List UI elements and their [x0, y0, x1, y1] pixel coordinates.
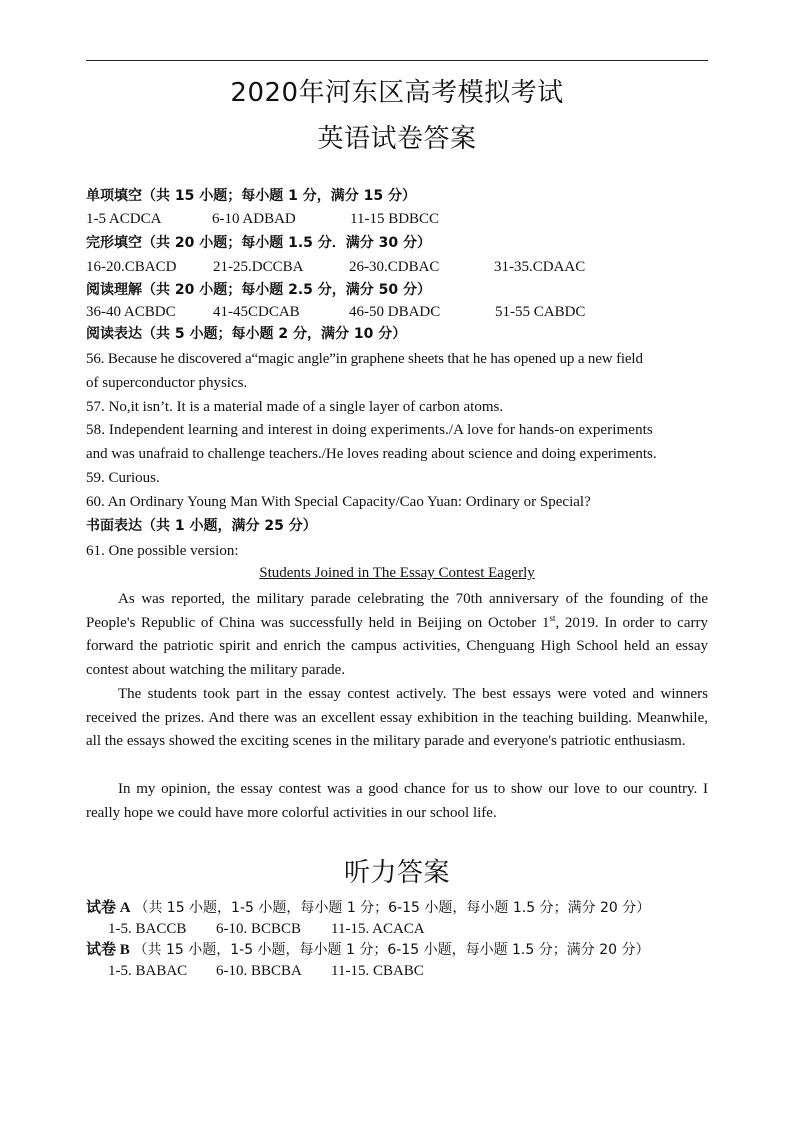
essay-paragraph-1: [86, 588, 708, 682]
answer-group: 41-45CDCAB: [213, 304, 300, 320]
writing-intro: 61. One possible version:: [86, 543, 239, 559]
paper-b-label: 试卷 B: [86, 942, 130, 958]
section-heading-single-choice: 单项填空（共 15 小题；每小题 1 分，满分 15 分）: [86, 188, 416, 204]
answer-group: 1-5. BACCB: [108, 921, 187, 937]
answer-58-line1: 58. Independent learning and interest in doing experiments./A love for hands-on experiments: [86, 422, 653, 438]
answer-group: 1-5. BABAC: [108, 963, 188, 979]
exam-title: 2020年河东区高考模拟考试: [230, 78, 564, 108]
answer-group: 11-15 BDBCC: [350, 211, 440, 227]
answer-56-line1: 56. Because he discovered a“magic angle”in graphene sheets that he has opened up a new field: [86, 351, 643, 367]
paper-a-desc: （共 15 小题，1-5 小题，每小题 1 分；6-15 小题，每小题 1.5 分；满分 20 分）: [134, 900, 651, 916]
section-heading-reading-expression: 阅读表达（共 5 小题；每小题 2 分，满分 10 分）: [86, 326, 407, 342]
answers-reading: [86, 302, 708, 322]
essay-p1-text-a: As was reported, the military parade celebrating the 70th anniversary of the founding of the People's Republic of China was successfully held in Beijing on October 1: [86, 591, 708, 631]
essay-paragraph-2: The students took part in the essay contest actively. The best essays were voted and winners received the prizes. And there was an excellent essay exhibition in the teaching building. Meanwhile, all the essays showed the exciting scenes in the military parade and everyone's patriotic enthusiasm.: [86, 686, 708, 749]
top-rule: [86, 60, 708, 61]
listening-paper-b-answers: [108, 961, 730, 981]
answer-group: 46-50 DBADC: [349, 304, 441, 320]
paper-a-label: 试卷 A: [86, 900, 131, 916]
essay-title: Students Joined in The Essay Contest Eagerly: [259, 565, 535, 581]
essay-p1-superscript: st: [549, 612, 556, 623]
essay-p1-text-b: , 2019. In order to carry forward the patriotic spirit and enrich the campus activities, Chenguang High School held an essay contest about watching the military parade.: [86, 614, 708, 678]
answer-57: 57. No,it isn’t. It is a material made of a single layer of carbon atoms.: [86, 399, 504, 415]
answer-group: 21-25.DCCBA: [213, 259, 304, 275]
answer-group: 36-40 ACBDC: [86, 304, 176, 320]
answers-cloze: [86, 257, 708, 277]
answer-group: 11-15. CBABC: [331, 963, 424, 979]
section-heading-reading: 阅读理解（共 20 小题；每小题 2.5 分，满分 50 分）: [86, 282, 432, 298]
answer-group: 26-30.CDBAC: [349, 259, 440, 275]
paper-b-desc: （共 15 小题，1-5 小题，每小题 1 分；6-15 小题，每小题 1.5 分；满分 20 分）: [133, 942, 650, 958]
listening-title: 听力答案: [343, 858, 450, 888]
listening-paper-a: [86, 898, 708, 918]
listening-paper-b: [86, 940, 708, 960]
answer-58-line2: and was unafraid to challenge teachers./He loves reading about science and doing experiments.: [86, 446, 657, 462]
answer-group: 51-55 CABDC: [495, 304, 586, 320]
essay-paragraph-3: In my opinion, the essay contest was a good chance for us to show our love to our country. I really hope we could have more colorful activities in our school life.: [86, 781, 708, 821]
answers-single-choice: [86, 209, 708, 229]
answer-60: 60. An Ordinary Young Man With Special Capacity/Cao Yuan: Ordinary or Special?: [86, 494, 591, 510]
answer-group: 6-10 ADBAD: [212, 211, 296, 227]
exam-subtitle: 英语试卷答案: [317, 124, 477, 154]
listening-paper-a-answers: [108, 919, 730, 939]
answer-group: 16-20.CBACD: [86, 259, 177, 275]
answer-group: 6-10. BCBCB: [216, 921, 302, 937]
answer-group: 6-10. BBCBA: [216, 963, 302, 979]
answer-group: 1-5 ACDCA: [86, 211, 162, 227]
answer-group: 31-35.CDAAC: [494, 259, 586, 275]
section-heading-cloze: 完形填空（共 20 小题；每小题 1.5 分．满分 30 分）: [86, 235, 432, 251]
section-heading-writing: 书面表达（共 1 小题，满分 25 分）: [86, 518, 317, 534]
answer-59: 59. Curious.: [86, 470, 160, 486]
answer-56-line2: of superconductor physics.: [86, 375, 248, 391]
answer-group: 11-15. ACACA: [331, 921, 425, 937]
